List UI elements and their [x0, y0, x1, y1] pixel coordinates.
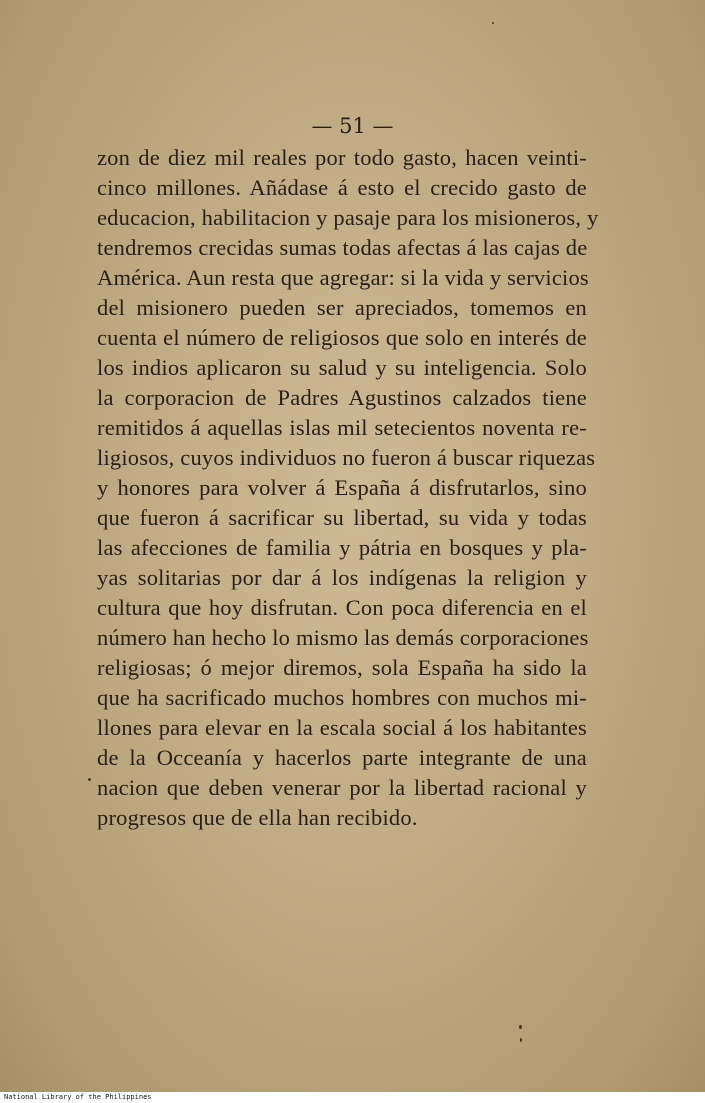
text-line: que ha sacrificado muchos hombres con muchos mi-	[97, 685, 587, 710]
text-line: de la Occeanía y hacerlos parte integrante de una	[97, 745, 587, 770]
text-line: zon de diez mil reales por todo gasto, hacen veinti-	[97, 145, 587, 170]
body-text	[97, 143, 599, 833]
paper-speck	[519, 1025, 522, 1029]
text-line: remitidos á aquellas islas mil setecientos noventa re-	[97, 415, 587, 440]
paper-speck	[520, 1038, 522, 1042]
paper-speck	[88, 778, 91, 781]
text-line: cuenta el número de religiosos que solo en interés de	[97, 325, 587, 350]
scan-credit: National Library of the Philippines	[4, 1093, 152, 1101]
text-line: tendremos crecidas sumas todas afectas á las cajas de	[97, 235, 588, 260]
page-number: — 51 —	[311, 114, 394, 138]
text-line: religiosas; ó mejor diremos, sola España ha sido la	[97, 655, 587, 680]
text-line: que fueron á sacrificar su libertad, su vida y todas	[97, 505, 587, 530]
text-line: yas solitarias por dar á los indígenas la religion y	[97, 565, 587, 590]
text-line: nacion que deben venerar por la libertad racional y	[97, 775, 587, 800]
text-line-last: progresos que de ella han recibido.	[97, 805, 418, 830]
text-line: la corporacion de Padres Agustinos calzados tiene	[97, 385, 587, 410]
text-line: educacion, habilitacion y pasaje para los misioneros, y	[97, 205, 599, 230]
text-line: llones para elevar en la escala social á los habitantes	[97, 715, 587, 740]
text-line: cinco millones. Añádase á esto el crecido gasto de	[97, 175, 587, 200]
text-line: del misionero pueden ser apreciados, tomemos en	[97, 295, 587, 320]
text-line: los indios aplicaron su salud y su inteligencia. Solo	[97, 355, 587, 380]
text-line: y honores para volver á España á disfrutarlos, sino	[97, 475, 587, 500]
text-line: número han hecho lo mismo las demás corporaciones	[97, 625, 589, 650]
text-line: América. Aun resta que agregar: si la vida y servicios	[97, 265, 589, 290]
text-line: las afecciones de familia y pátria en bosques y pla-	[97, 535, 587, 560]
text-line: cultura que hoy disfrutan. Con poca diferencia en el	[97, 595, 587, 620]
text-line: ligiosos, cuyos individuos no fueron á buscar riquezas	[97, 445, 596, 470]
paper-speck	[492, 22, 494, 24]
